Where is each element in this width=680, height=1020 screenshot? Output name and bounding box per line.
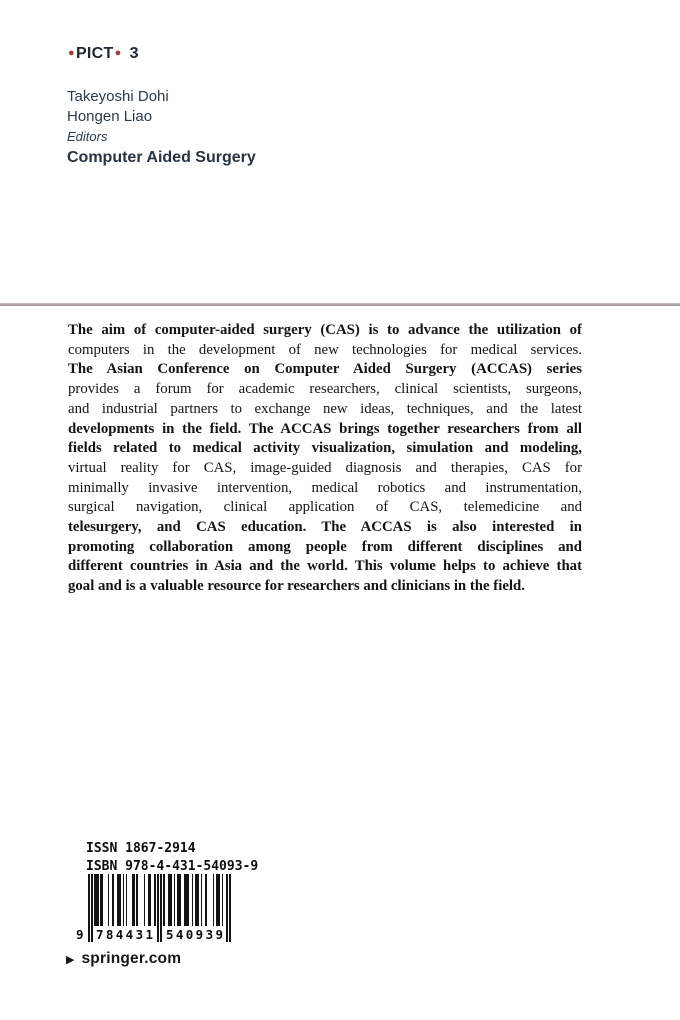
blurb-line: telesurgery, and CAS education. The ACCAS is also interested in (68, 519, 582, 536)
blurb-line: fields related to medical activity visualization, simulation and modeling, (68, 440, 582, 457)
blurb-line: goal and is a valuable resource for researchers and clinicians in the field. (68, 578, 525, 595)
blurb-line: provides a forum for academic researchers, clinical scientists, surgeons, (68, 381, 582, 398)
book-title: Computer Aided Surgery (67, 149, 256, 166)
divider-rule (0, 303, 680, 306)
logo-series-name: PICT (75, 45, 114, 62)
blurb-line: computers in the development of new technologies for medical services. (68, 341, 582, 358)
logo-dot-left-icon: ● (68, 46, 75, 59)
header-block (67, 87, 256, 168)
barcode-digit: 0 (185, 927, 194, 942)
barcode-digit: 4 (125, 927, 134, 942)
barcode-digit: 3 (205, 927, 214, 942)
barcode-digit: 4 (175, 927, 184, 942)
isbn-text: ISBN 978-4-431-54093-9 (86, 859, 259, 874)
barcode-digit: 7 (96, 927, 104, 942)
blurb-line: surgical navigation, clinical application of CAS, telemedicine and (68, 499, 582, 516)
blurb-line: minimally invasive intervention, medical robotics and instrumentation, (68, 479, 582, 496)
blurb-line: virtual reality for CAS, image-guided diagnosis and therapies, CAS for (68, 459, 582, 476)
barcode-digit: 9 (215, 927, 223, 942)
pict-series-logo (67, 45, 139, 63)
barcode-digit: 3 (135, 927, 144, 942)
barcode-digit: 8 (105, 927, 114, 942)
code-block (86, 840, 258, 876)
logo-dot-right-icon: ● (114, 46, 122, 59)
barcode-digit-lead: 9 (76, 927, 84, 942)
author-name: Takeyoshi Dohi (67, 88, 169, 105)
blurb-line: The aim of computer-aided surgery (CAS) is to advance the utilization of (68, 322, 582, 338)
blurb-line: promoting collaboration among people from different disciplines and (68, 538, 582, 555)
blurb-line: different countries in Asia and the world. This volume helps to achieve that (68, 558, 582, 575)
barcode-digit: 1 (145, 927, 153, 942)
ean13-barcode (76, 874, 231, 946)
blurb-line: The Asian Conference on Computer Aided Surgery (ACCAS) series (68, 361, 582, 378)
logo-series-number: 3 (129, 45, 139, 62)
blurb-line: and industrial partners to exchange new ideas, techniques, and the latest (68, 400, 582, 417)
barcode-digit: 4 (115, 927, 124, 942)
barcode-digit: 5 (166, 927, 174, 942)
springer-url-text: springer.com (81, 950, 182, 967)
barcode-digits (76, 926, 231, 942)
blurb-line: developments in the field. The ACCAS brings together researchers from all (68, 420, 582, 437)
arrow-right-icon: ▶ (66, 954, 75, 966)
issn-text: ISSN 1867-2914 (86, 841, 196, 856)
author-name: Hongen Liao (67, 107, 153, 125)
barcode-digits-right (166, 927, 223, 942)
barcode-digits-left (96, 927, 153, 942)
barcode-digit: 9 (195, 927, 204, 942)
editors-label: Editors (67, 129, 108, 144)
springer-url-line (66, 950, 181, 968)
blurb-paragraph (68, 321, 582, 597)
